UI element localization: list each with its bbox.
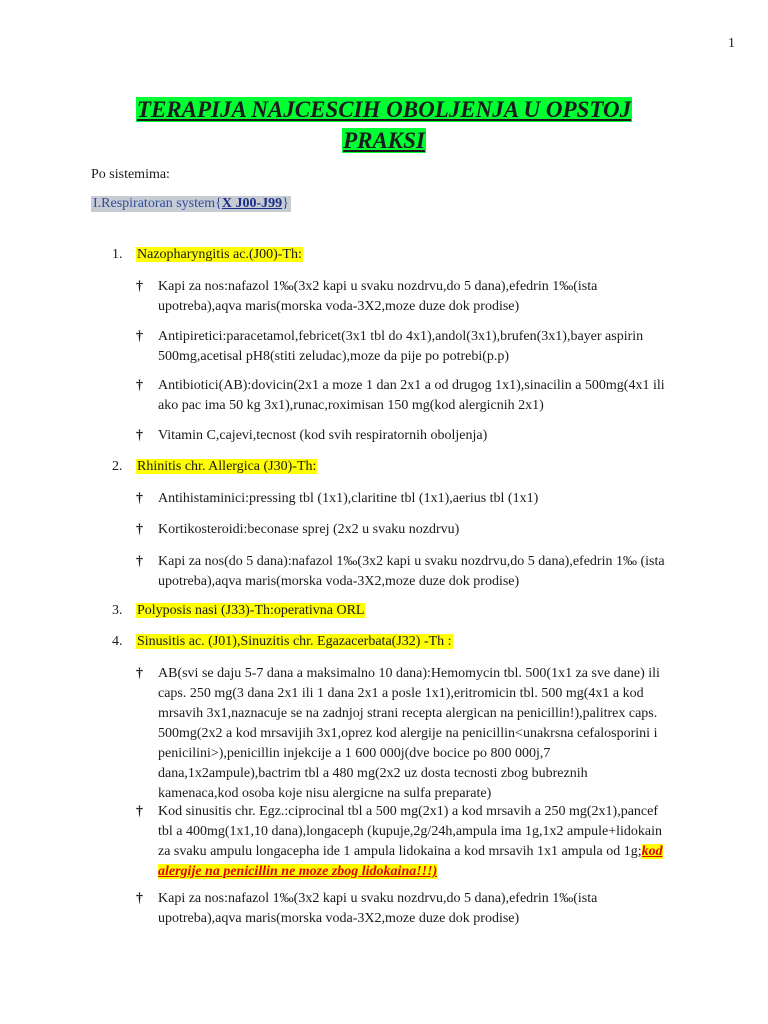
bullet-text: Kapi za nos:nafazol 1‰(3x2 kapi u svaku nozdrvu,do 5 dana),efedrin 1‰(ista upotreba),aqva maris(morska voda-3X2,moze duze dok prodise) <box>158 279 598 314</box>
item-label: Polyposis nasi (J33)-Th:operativna ORL <box>137 603 365 618</box>
page-number: 1 <box>728 36 735 51</box>
item-label: Sinusitis ac. (J01),Sinuzitis chr. Egazacerbata(J32) -Th : <box>137 634 452 649</box>
bullet-text: Kortikosteroidi:beconase sprej (2x2 u svaku nozdrvu) <box>158 522 460 537</box>
bullet-text <box>158 802 666 882</box>
dagger-bullet-icon: † <box>136 329 143 344</box>
section-close: } <box>282 196 289 211</box>
item-number: 1. <box>112 247 123 262</box>
list-item <box>112 633 453 651</box>
bullet-item <box>136 889 666 929</box>
bullet-text: Antipiretici:paracetamol,febricet(3x1 tbl do 4x1),andol(3x1),brufen(3x1),bayer aspirin 500mg,acetisal pH8(stiti zeludac),moze da pije po potrebi(p.p) <box>158 329 644 364</box>
bullet-item <box>136 489 666 509</box>
list-item <box>112 246 303 264</box>
title-line-2: PRAKSI <box>343 128 425 153</box>
bullet-text-main: Kod sinusitis chr. Egz.:ciprocinal tbl a 500 mg(2x1) a kod mrsavih a 250 mg(2x1),pancef tbl a 400mg(1x1,10 dana),longaceph (kupuje,2g/24h,ampula ima 1g,1x2 ampule+lidokain za svaku ampulu longacepha ide 1 ampula lidokaina a kod mrsavih 1x1 ampula od 1g; <box>158 804 663 859</box>
bullet-text: Kapi za nos(do 5 dana):nafazol 1‰(3x2 kapi u svaku nozdrvu,do 5 dana),efedrin 1‰ (ista upotreba),aqva maris(morska voda-3X2,moze duze dok prodise) <box>158 554 665 589</box>
list-item <box>112 458 317 476</box>
dagger-bullet-icon: † <box>136 279 143 294</box>
bullet-item <box>136 327 666 367</box>
section-code-link[interactable]: J00-J99 <box>231 196 283 211</box>
dagger-bullet-icon: † <box>136 378 143 393</box>
dagger-bullet-icon: † <box>136 554 143 569</box>
bullet-text: Vitamin C,cajevi,tecnost (kod svih respiratornih oboljenja) <box>158 428 488 443</box>
item-number: 2. <box>112 459 123 474</box>
bullet-text: Antibiotici(AB):dovicin(2x1 a moze 1 dan 2x1 a od drugog 1x1),sinacilin a 500mg(4x1 ili ako pac ima 50 kg 3x1),runac,roximisan 150 mg(kod alergicnih 2x1) <box>158 378 665 413</box>
section-heading <box>91 196 291 212</box>
bullet-item <box>136 520 666 540</box>
allergy-warning: kod alergije na penicillin ne moze zbog lidokaina!!!) <box>158 844 663 879</box>
section-x-link[interactable]: X <box>221 196 232 211</box>
bullet-item <box>136 552 666 592</box>
section-text: I.Respiratoran system{ <box>93 196 222 211</box>
bullet-item <box>136 277 666 317</box>
list-item <box>112 602 365 620</box>
bullet-item <box>136 802 666 882</box>
item-label: Nazopharyngitis ac.(J00)-Th: <box>137 247 302 262</box>
dagger-bullet-icon: † <box>136 428 143 443</box>
dagger-bullet-icon: † <box>136 891 143 906</box>
bullet-item <box>136 376 666 416</box>
bullet-text: Kapi za nos:nafazol 1‰(3x2 kapi u svaku nozdrvu,do 5 dana),efedrin 1‰(ista upotreba),aqva maris(morska voda-3X2,moze duze dok prodise) <box>158 891 598 926</box>
bullet-text: AB(svi se daju 5-7 dana a maksimalno 10 dana):Hemomycin tbl. 500(1x1 za sve dane) ili caps. 250 mg(3 dana 2x1 ili 1 dana 2x1 a posle 1x1),eritromicin tbl. 500 mg(4x1 a kod mrsavih 3x1,naznacuje se na zadnjoj strani recepta alergican na penicillin!),palitrex caps. 500mg(2x2 a kod mrsavijih 3x1,oprez kod alergije na penicillin<unakrsna cefalosporini i penicilini>),penicillin injekcije a 1 600 000j(dve bocice po 800 000j,7 dana,1x2ampule),bactrim tbl a 480 mg(2x2 uz dosta tecnosti zbog bubreznih kamenaca,kod osoba koje nisu alergicne na sulfa preparate) <box>158 666 660 801</box>
item-number: 4. <box>112 634 123 649</box>
title-line-1: TERAPIJA NAJCESCIH OBOLJENJA U OPSTOJ <box>136 97 632 122</box>
item-number: 3. <box>112 603 123 618</box>
dagger-bullet-icon: † <box>136 804 143 819</box>
item-label: Rhinitis chr. Allergica (J30)-Th: <box>137 459 317 474</box>
document-title <box>0 94 768 156</box>
bullet-item <box>136 426 666 446</box>
bullet-item <box>136 664 666 804</box>
bullet-text: Antihistaminici:pressing tbl (1x1),claritine tbl (1x1),aerius tbl (1x1) <box>158 491 539 506</box>
dagger-bullet-icon: † <box>136 491 143 506</box>
dagger-bullet-icon: † <box>136 666 143 681</box>
subtitle: Po sistemima: <box>91 167 170 182</box>
dagger-bullet-icon: † <box>136 522 143 537</box>
